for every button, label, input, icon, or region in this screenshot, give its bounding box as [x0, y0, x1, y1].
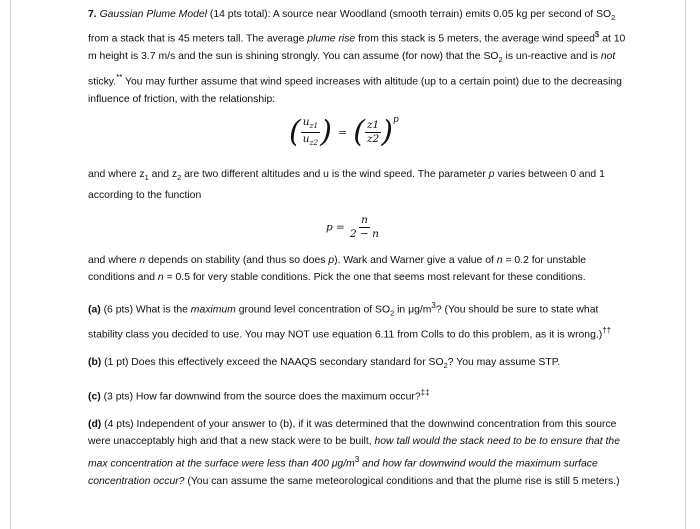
- document-page: [10, 0, 686, 529]
- p-function-equation: p = $\frac{n}{2 - n}$: [326, 214, 379, 241]
- problem-text: [88, 6, 628, 490]
- question-c: (c) (3 pts) How far downwind from the source does the maximum occur?‡‡: [88, 388, 430, 403]
- footnote-marker: ††: [602, 325, 612, 335]
- footnote-marker: ‡‡: [420, 388, 430, 398]
- question-a: (a) (6 pts) What is the maximum ground level concentration of $SO_2$ in $\mu g/m^3$? (You should be sure to state what stability class you decided to use. You may NOT use equation 6.11 from Colls to do this problem, as it is wrong.)††: [88, 300, 612, 341]
- problem-number: 7.: [88, 9, 97, 20]
- problem-intro: 7. Gaussian Plume Model (14 pts total): A source near Woodland (smooth terrain) emits 0.05 kg per second of $SO_2$ from a stack that is 45 meters tall. The average plume rise from this stack is 5 meters, the average wind speed$ at 10 m height is 3.7 m/s and the sun is shining strongly. You can assume (for now) that the $SO_2$ is un-reactive and is not sticky.** You may further assume that wind speed increases with altitude (up to a certain point) due to the decreasing influence of friction, with the relationship:: [88, 9, 626, 105]
- footnote-marker: **: [116, 72, 123, 82]
- footnote-marker: $: [594, 30, 600, 40]
- altitude-paragraph: and where $z_1$ and $z_2$ are two different altitudes and u is the wind speed. The parameter p varies between 0 and 1 according to the function: [88, 169, 605, 201]
- stability-paragraph: and where n depends on stability (and thus so does p). Wark and Warner give a value of n = 0.2 for unstable conditions and n = 0.5 for very stable conditions. Pick the one that seems most relevant for these conditions.: [88, 255, 587, 284]
- question-d: (d) (4 pts) Independent of your answer to (b), if it was determined that the downwind concentration from this source were unacceptably high and that a new stack were to be built, how tall would the stack need to be to ensure that the max concentration at the surface were less than 400 $\mu g/m^3$ and how far downwind would the maximum surface concentration occur? (You can assume the same meteorological conditions and that the plume rise is still 5 meters.): [88, 419, 620, 487]
- wind-profile-equation: ( $\frac{u_{z1}}{u_{z2}}$ ) = ( $\frac{z1}{z2}$ )p: [289, 114, 399, 150]
- problem-title: Gaussian Plume Model: [99, 9, 207, 20]
- question-b: (b) (1 pt) Does this effectively exceed the NAAQS secondary standard for $SO_2$? You may assume STP.: [88, 356, 561, 370]
